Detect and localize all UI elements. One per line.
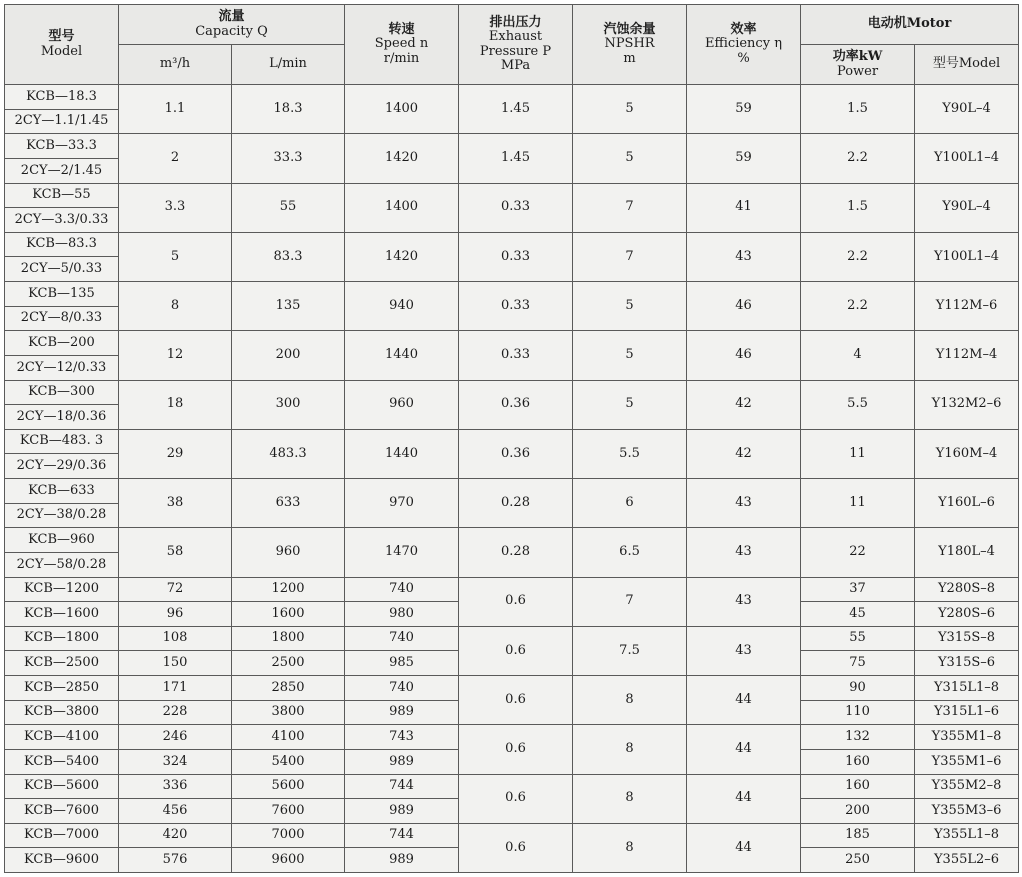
- power-cell: 45: [801, 602, 915, 627]
- capacity-lmin-cell: 5600: [232, 774, 345, 799]
- header-capacity-en: Capacity Q: [195, 23, 268, 39]
- header-model-en: Model: [40, 43, 83, 59]
- speed-cell: 980: [345, 602, 459, 627]
- header-efficiency-en2: %: [737, 50, 750, 66]
- capacity-m3h-cell: 38: [119, 479, 232, 528]
- power-cell: 2.2: [801, 232, 915, 281]
- motor-model-cell: Y280S–6: [915, 602, 1019, 627]
- header-npshr-en2: m: [623, 50, 636, 66]
- power-cell: 75: [801, 651, 915, 676]
- table-row: [5, 577, 1019, 602]
- efficiency-cell: 43: [687, 577, 801, 626]
- npshr-cell: 8: [573, 725, 687, 774]
- npshr-cell: 5: [573, 282, 687, 331]
- motor-model-cell: Y315L1–6: [915, 700, 1019, 725]
- pressure-cell: 0.33: [459, 331, 573, 380]
- efficiency-cell: 59: [687, 134, 801, 183]
- table-row: [5, 774, 1019, 799]
- motor-model-cell: Y355L1–8: [915, 823, 1019, 848]
- header-pressure-en3: MPa: [500, 57, 531, 73]
- capacity-m3h-cell: 8: [119, 282, 232, 331]
- header-npshr-en1: NPSHR: [604, 36, 655, 52]
- capacity-m3h-cell: 58: [119, 528, 232, 577]
- table-row: [5, 429, 1019, 454]
- power-cell: 200: [801, 799, 915, 824]
- efficiency-cell: 59: [687, 85, 801, 134]
- npshr-cell: 5: [573, 380, 687, 429]
- header-efficiency-zh: 效率: [730, 22, 757, 38]
- power-cell: 250: [801, 848, 915, 873]
- npshr-cell: 6.5: [573, 528, 687, 577]
- capacity-m3h-cell: 3.3: [119, 183, 232, 232]
- header-capacity-lmin: L/min: [232, 45, 345, 85]
- header-efficiency: [687, 5, 801, 85]
- npshr-cell: 5: [573, 85, 687, 134]
- npshr-cell: 7: [573, 577, 687, 626]
- power-cell: 2.2: [801, 134, 915, 183]
- capacity-m3h-cell: 336: [119, 774, 232, 799]
- npshr-cell: 8: [573, 774, 687, 823]
- speed-cell: 1440: [345, 331, 459, 380]
- motor-model-cell: Y160M–4: [915, 429, 1019, 478]
- model-cell: KCB—300: [5, 380, 119, 405]
- pressure-cell: 0.6: [459, 676, 573, 725]
- header-pressure-en2: Pressure P: [479, 43, 552, 59]
- model-cell: 2CY—18/0.36: [5, 405, 119, 430]
- header-pressure-en1: Exhaust: [488, 29, 543, 45]
- table-row: [5, 725, 1019, 750]
- capacity-m3h-cell: 171: [119, 676, 232, 701]
- efficiency-cell: 44: [687, 774, 801, 823]
- capacity-m3h-cell: 72: [119, 577, 232, 602]
- capacity-m3h-cell: 456: [119, 799, 232, 824]
- model-cell: 2CY—38/0.28: [5, 503, 119, 528]
- header-model: [5, 5, 119, 85]
- speed-cell: 989: [345, 848, 459, 873]
- capacity-lmin-cell: 1600: [232, 602, 345, 627]
- capacity-m3h-cell: 228: [119, 700, 232, 725]
- motor-model-cell: Y355M1–6: [915, 749, 1019, 774]
- header-power: [801, 45, 915, 85]
- pressure-cell: 0.6: [459, 774, 573, 823]
- speed-cell: 1420: [345, 134, 459, 183]
- header-speed: [345, 5, 459, 85]
- capacity-lmin-cell: 960: [232, 528, 345, 577]
- capacity-m3h-cell: 150: [119, 651, 232, 676]
- header-pressure: [459, 5, 573, 85]
- capacity-m3h-cell: 18: [119, 380, 232, 429]
- motor-model-cell: Y100L1–4: [915, 232, 1019, 281]
- speed-cell: 744: [345, 823, 459, 848]
- header-motor: [801, 5, 1019, 45]
- capacity-lmin-cell: 55: [232, 183, 345, 232]
- capacity-m3h-cell: 108: [119, 626, 232, 651]
- table-row: [5, 183, 1019, 208]
- header-motor-zh: 电动机Motor: [867, 16, 952, 32]
- table-row: [5, 232, 1019, 257]
- capacity-m3h-cell: 576: [119, 848, 232, 873]
- speed-cell: 743: [345, 725, 459, 750]
- model-cell: 2CY—5/0.33: [5, 257, 119, 282]
- capacity-m3h-cell: 246: [119, 725, 232, 750]
- model-cell: 2CY—3.3/0.33: [5, 208, 119, 233]
- capacity-lmin-cell: 9600: [232, 848, 345, 873]
- speed-cell: 989: [345, 799, 459, 824]
- model-cell: KCB—18.3: [5, 85, 119, 110]
- capacity-lmin-cell: 300: [232, 380, 345, 429]
- capacity-m3h-cell: 420: [119, 823, 232, 848]
- header-speed-zh: 转速: [388, 22, 415, 38]
- capacity-lmin-cell: 5400: [232, 749, 345, 774]
- motor-model-cell: Y132M2–6: [915, 380, 1019, 429]
- capacity-lmin-cell: 18.3: [232, 85, 345, 134]
- capacity-m3h-cell: 1.1: [119, 85, 232, 134]
- model-cell: KCB—200: [5, 331, 119, 356]
- pressure-cell: 0.6: [459, 626, 573, 675]
- pressure-cell: 0.36: [459, 429, 573, 478]
- header-motor-model: 型号Model: [915, 45, 1019, 85]
- capacity-lmin-cell: 7000: [232, 823, 345, 848]
- npshr-cell: 5: [573, 331, 687, 380]
- efficiency-cell: 43: [687, 232, 801, 281]
- motor-model-cell: Y355M2–8: [915, 774, 1019, 799]
- npshr-cell: 7.5: [573, 626, 687, 675]
- table-row: [5, 134, 1019, 159]
- model-cell: KCB—33.3: [5, 134, 119, 159]
- speed-cell: 985: [345, 651, 459, 676]
- model-cell: KCB—1600: [5, 602, 119, 627]
- table-row: [5, 85, 1019, 110]
- model-cell: KCB—55: [5, 183, 119, 208]
- efficiency-cell: 43: [687, 626, 801, 675]
- model-cell: 2CY—2/1.45: [5, 158, 119, 183]
- header-speed-en1: Speed n: [374, 36, 429, 52]
- capacity-m3h-cell: 324: [119, 749, 232, 774]
- model-cell: 2CY—8/0.33: [5, 306, 119, 331]
- capacity-lmin-cell: 1800: [232, 626, 345, 651]
- motor-model-cell: Y355M3–6: [915, 799, 1019, 824]
- pressure-cell: 1.45: [459, 134, 573, 183]
- capacity-lmin-cell: 1200: [232, 577, 345, 602]
- power-cell: 11: [801, 479, 915, 528]
- efficiency-cell: 42: [687, 380, 801, 429]
- speed-cell: 1420: [345, 232, 459, 281]
- table-row: [5, 626, 1019, 651]
- capacity-lmin-cell: 483.3: [232, 429, 345, 478]
- speed-cell: 744: [345, 774, 459, 799]
- power-cell: 37: [801, 577, 915, 602]
- speed-cell: 960: [345, 380, 459, 429]
- pressure-cell: 0.33: [459, 183, 573, 232]
- speed-cell: 970: [345, 479, 459, 528]
- pressure-cell: 0.28: [459, 479, 573, 528]
- capacity-m3h-cell: 96: [119, 602, 232, 627]
- capacity-lmin-cell: 200: [232, 331, 345, 380]
- capacity-lmin-cell: 83.3: [232, 232, 345, 281]
- model-cell: KCB—3800: [5, 700, 119, 725]
- capacity-lmin-cell: 3800: [232, 700, 345, 725]
- model-cell: KCB—4100: [5, 725, 119, 750]
- motor-model-cell: Y90L–4: [915, 85, 1019, 134]
- pressure-cell: 0.6: [459, 725, 573, 774]
- speed-cell: 1470: [345, 528, 459, 577]
- pressure-cell: 0.28: [459, 528, 573, 577]
- model-cell: 2CY—1.1/1.45: [5, 109, 119, 134]
- power-cell: 185: [801, 823, 915, 848]
- npshr-cell: 6: [573, 479, 687, 528]
- motor-model-cell: Y180L–4: [915, 528, 1019, 577]
- model-cell: KCB—135: [5, 282, 119, 307]
- efficiency-cell: 44: [687, 676, 801, 725]
- efficiency-cell: 42: [687, 429, 801, 478]
- model-cell: KCB—7000: [5, 823, 119, 848]
- header-power-en: Power: [836, 63, 879, 79]
- motor-model-cell: Y280S–8: [915, 577, 1019, 602]
- capacity-m3h-cell: 29: [119, 429, 232, 478]
- pressure-cell: 0.33: [459, 282, 573, 331]
- capacity-lmin-cell: 2850: [232, 676, 345, 701]
- header-npshr: [573, 5, 687, 85]
- header-model-zh: 型号: [48, 29, 75, 45]
- capacity-m3h-cell: 5: [119, 232, 232, 281]
- efficiency-cell: 44: [687, 725, 801, 774]
- motor-model-cell: Y112M–6: [915, 282, 1019, 331]
- speed-cell: 1440: [345, 429, 459, 478]
- model-cell: KCB—483. 3: [5, 429, 119, 454]
- power-cell: 4: [801, 331, 915, 380]
- power-cell: 22: [801, 528, 915, 577]
- capacity-lmin-cell: 633: [232, 479, 345, 528]
- model-cell: KCB—1200: [5, 577, 119, 602]
- capacity-lmin-cell: 2500: [232, 651, 345, 676]
- efficiency-cell: 46: [687, 331, 801, 380]
- power-cell: 5.5: [801, 380, 915, 429]
- capacity-m3h-cell: 2: [119, 134, 232, 183]
- model-cell: KCB—9600: [5, 848, 119, 873]
- table-body: [5, 85, 1019, 873]
- header-capacity: [119, 5, 345, 45]
- header-speed-en2: r/min: [383, 50, 420, 66]
- motor-model-cell: Y315S–8: [915, 626, 1019, 651]
- npshr-cell: 5: [573, 134, 687, 183]
- motor-model-cell: Y355L2–6: [915, 848, 1019, 873]
- efficiency-cell: 43: [687, 528, 801, 577]
- power-cell: 132: [801, 725, 915, 750]
- model-cell: KCB—2850: [5, 676, 119, 701]
- power-cell: 110: [801, 700, 915, 725]
- efficiency-cell: 44: [687, 823, 801, 872]
- model-cell: KCB—7600: [5, 799, 119, 824]
- table-row: [5, 331, 1019, 356]
- speed-cell: 740: [345, 676, 459, 701]
- power-cell: 160: [801, 774, 915, 799]
- efficiency-cell: 41: [687, 183, 801, 232]
- pressure-cell: 0.36: [459, 380, 573, 429]
- power-cell: 1.5: [801, 85, 915, 134]
- power-cell: 11: [801, 429, 915, 478]
- capacity-m3h-cell: 12: [119, 331, 232, 380]
- power-cell: 1.5: [801, 183, 915, 232]
- model-cell: KCB—83.3: [5, 232, 119, 257]
- pressure-cell: 0.6: [459, 823, 573, 872]
- model-cell: 2CY—12/0.33: [5, 355, 119, 380]
- power-cell: 90: [801, 676, 915, 701]
- table-header: [5, 5, 1019, 85]
- motor-model-cell: Y355M1–8: [915, 725, 1019, 750]
- motor-model-cell: Y112M–4: [915, 331, 1019, 380]
- model-cell: KCB—960: [5, 528, 119, 553]
- table-row: [5, 823, 1019, 848]
- header-npshr-zh: 汽蚀余量: [603, 22, 656, 38]
- motor-model-cell: Y100L1–4: [915, 134, 1019, 183]
- efficiency-cell: 43: [687, 479, 801, 528]
- speed-cell: 740: [345, 626, 459, 651]
- model-cell: KCB—2500: [5, 651, 119, 676]
- header-power-zh: 功率kW: [832, 49, 883, 65]
- pressure-cell: 1.45: [459, 85, 573, 134]
- power-cell: 55: [801, 626, 915, 651]
- motor-model-cell: Y315L1–8: [915, 676, 1019, 701]
- capacity-lmin-cell: 135: [232, 282, 345, 331]
- table-row: [5, 676, 1019, 701]
- header-efficiency-en1: Efficiency η: [705, 36, 782, 52]
- table-row: [5, 282, 1019, 307]
- capacity-lmin-cell: 7600: [232, 799, 345, 824]
- model-cell: 2CY—29/0.36: [5, 454, 119, 479]
- npshr-cell: 5.5: [573, 429, 687, 478]
- speed-cell: 989: [345, 749, 459, 774]
- motor-model-cell: Y90L–4: [915, 183, 1019, 232]
- npshr-cell: 7: [573, 183, 687, 232]
- capacity-lmin-cell: 33.3: [232, 134, 345, 183]
- power-cell: 2.2: [801, 282, 915, 331]
- pressure-cell: 0.33: [459, 232, 573, 281]
- pump-spec-table: [4, 4, 1019, 873]
- speed-cell: 1400: [345, 183, 459, 232]
- table-row: [5, 479, 1019, 504]
- model-cell: KCB—633: [5, 479, 119, 504]
- motor-model-cell: Y160L–6: [915, 479, 1019, 528]
- model-cell: KCB—5600: [5, 774, 119, 799]
- header-pressure-zh: 排出压力: [489, 14, 542, 30]
- model-cell: KCB—5400: [5, 749, 119, 774]
- model-cell: KCB—1800: [5, 626, 119, 651]
- speed-cell: 740: [345, 577, 459, 602]
- motor-model-cell: Y315S–6: [915, 651, 1019, 676]
- header-capacity-zh: 流量: [218, 9, 245, 25]
- speed-cell: 989: [345, 700, 459, 725]
- npshr-cell: 8: [573, 676, 687, 725]
- speed-cell: 940: [345, 282, 459, 331]
- power-cell: 160: [801, 749, 915, 774]
- header-capacity-m3h: m³/h: [119, 45, 232, 85]
- npshr-cell: 7: [573, 232, 687, 281]
- pressure-cell: 0.6: [459, 577, 573, 626]
- table-row: [5, 528, 1019, 553]
- table-row: [5, 380, 1019, 405]
- efficiency-cell: 46: [687, 282, 801, 331]
- model-cell: 2CY—58/0.28: [5, 552, 119, 577]
- npshr-cell: 8: [573, 823, 687, 872]
- speed-cell: 1400: [345, 85, 459, 134]
- capacity-lmin-cell: 4100: [232, 725, 345, 750]
